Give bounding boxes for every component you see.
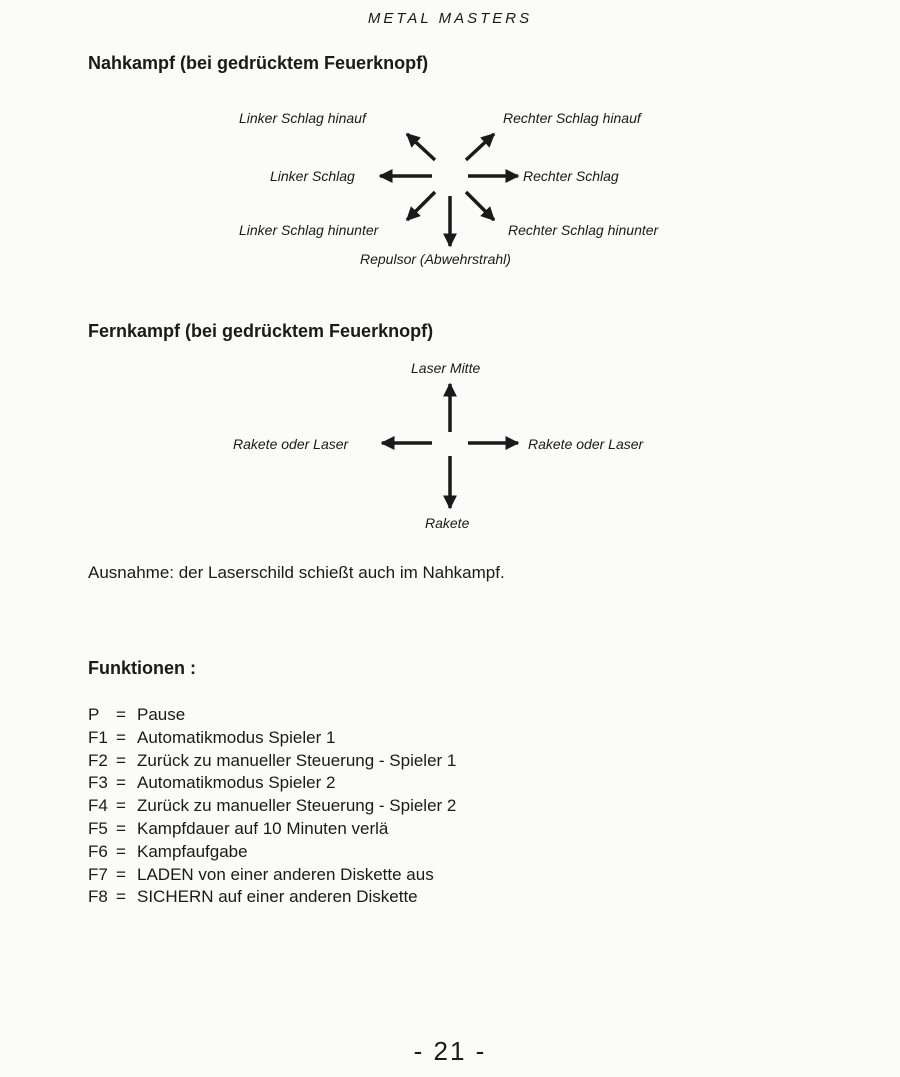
- arrow-down-right: [466, 192, 494, 220]
- function-list: [88, 704, 456, 909]
- function-key: F7: [88, 864, 108, 884]
- function-desc: Zurück zu manueller Steuerung - Spieler 1: [137, 750, 457, 770]
- label-fern-down: Rakete: [425, 515, 470, 531]
- label-fern-up: Laser Mitte: [411, 360, 481, 376]
- function-item: F2 = Zurück zu manueller Steuerung - Spieler 1: [88, 750, 456, 773]
- function-desc: Zurück zu manueller Steuerung - Spieler 2: [137, 796, 457, 816]
- fernkampf-heading: Fernkampf (bei gedrücktem Feuerknopf): [88, 321, 434, 341]
- function-key: F6: [88, 841, 108, 861]
- label-up-right: Rechter Schlag hinauf: [503, 110, 641, 126]
- function-key: F1: [88, 727, 108, 747]
- page-number: - 21 -: [413, 1036, 487, 1066]
- function-item: F5 = Kampfdauer auf 10 Minuten verlä: [88, 818, 456, 841]
- function-key: F5: [88, 818, 108, 838]
- arrow-down-left: [407, 192, 435, 220]
- function-item: F3 = Automatikmodus Spieler 2: [88, 772, 456, 795]
- function-desc: Automatikmodus Spieler 1: [137, 727, 336, 747]
- function-item: F8 = SICHERN auf einer anderen Diskette: [88, 886, 456, 909]
- funktionen-heading: Funktionen :: [88, 658, 196, 678]
- function-key: F8: [88, 887, 108, 907]
- label-up-left: Linker Schlag hinauf: [239, 110, 366, 126]
- function-item: F7 = LADEN von einer anderen Diskette aus: [88, 864, 456, 887]
- function-desc: Pause: [137, 705, 186, 724]
- label-fern-left: Rakete oder Laser: [233, 436, 349, 452]
- function-desc: Kampfdauer auf 10 Minuten verlä: [137, 818, 389, 838]
- label-down: Repulsor (Abwehrstrahl): [360, 251, 511, 267]
- function-key: F3: [88, 773, 108, 793]
- function-item: F1 = Automatikmodus Spieler 1: [88, 727, 456, 750]
- label-fern-right: Rakete oder Laser: [528, 436, 644, 452]
- function-item: F6 = Kampfaufgabe: [88, 841, 456, 864]
- label-left: Linker Schlag: [270, 168, 355, 184]
- function-item: P = Pause: [88, 704, 456, 727]
- function-desc: LADEN von einer anderen Diskette aus: [137, 864, 434, 884]
- function-item: F4 = Zurück zu manueller Steuerung - Spieler 2: [88, 795, 456, 818]
- function-desc: Kampfaufgabe: [137, 841, 248, 861]
- function-key: F4: [88, 796, 108, 816]
- arrow-up-right: [466, 134, 494, 160]
- exception-note: Ausnahme: der Laserschild schießt auch im Nahkampf.: [88, 563, 505, 582]
- function-key: F2: [88, 750, 108, 770]
- page-header: METAL MASTERS: [367, 10, 533, 27]
- function-desc: Automatikmodus Spieler 2: [137, 773, 336, 793]
- function-desc: SICHERN auf einer anderen Diskette: [137, 887, 418, 907]
- arrow-up-left: [407, 134, 435, 160]
- label-down-left: Linker Schlag hinunter: [239, 222, 379, 238]
- label-right: Rechter Schlag: [523, 168, 619, 184]
- nahkampf-heading: Nahkampf (bei gedrücktem Feuerknopf): [88, 53, 429, 73]
- function-key: P: [88, 705, 100, 724]
- label-down-right: Rechter Schlag hinunter: [508, 222, 659, 238]
